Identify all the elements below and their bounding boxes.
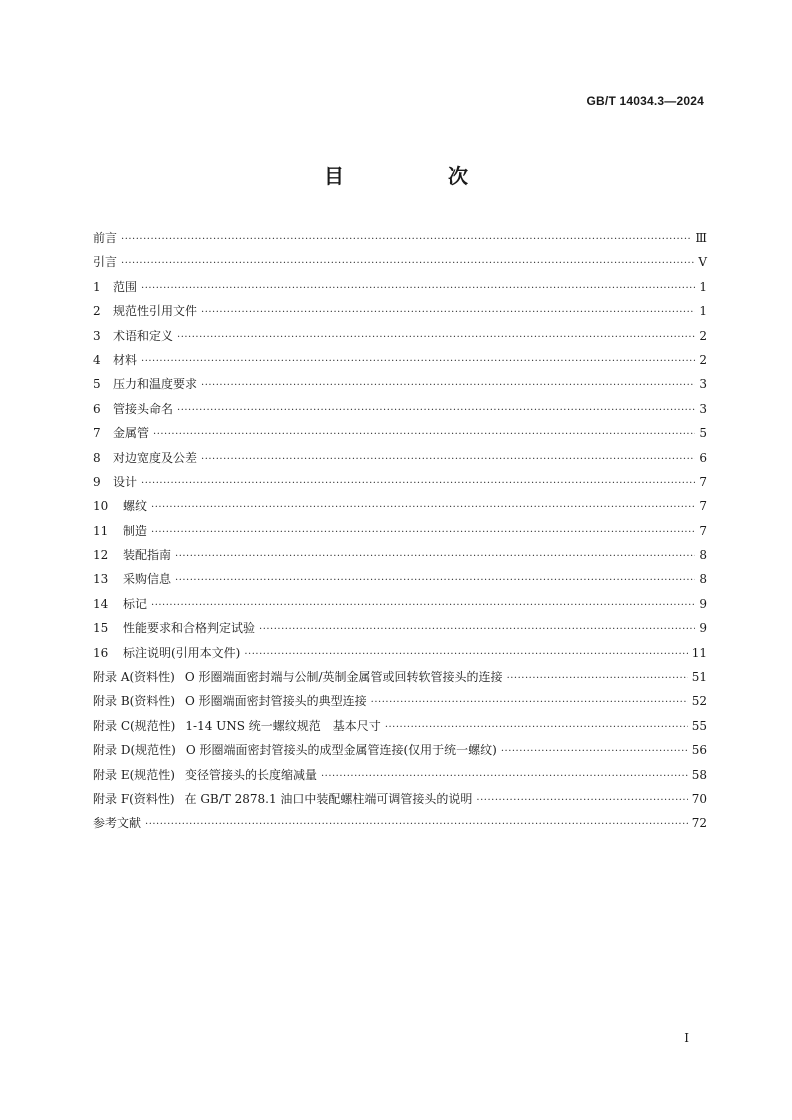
toc-entry-label: 范围: [113, 279, 138, 294]
toc-entry-label: O 形圈端面密封端与公制/英制金属管或回转软管接头的连接: [184, 670, 503, 685]
toc-entry-number: 13: [93, 572, 109, 587]
toc-entry-page: 3: [699, 377, 707, 392]
toc-entry[interactable]: [93, 494, 707, 518]
toc-entry-title: [93, 470, 137, 494]
toc-entry-page: Ⅲ: [695, 231, 707, 245]
toc-entry-number: 6: [93, 401, 101, 416]
toc-leader-dots: [153, 423, 695, 447]
toc-entry-title: [93, 592, 147, 616]
toc-entry-page: 51: [691, 670, 707, 685]
toc-entry-page: 72: [691, 816, 707, 831]
toc-entry-number: 8: [93, 450, 101, 465]
toc-entry-label: 性能要求和合格判定试验: [123, 621, 256, 636]
toc-entry-page: 8: [699, 548, 707, 563]
toc-entry-page: 7: [699, 474, 707, 489]
toc-entry-number: 1: [93, 279, 101, 294]
toc-entry-title: [93, 763, 317, 787]
toc-leader-dots: [385, 716, 688, 740]
toc-entry-number: 16: [93, 645, 109, 660]
page-number: I: [684, 1031, 689, 1045]
toc-entry[interactable]: [93, 665, 707, 689]
toc-leader-dots: [321, 765, 688, 789]
toc-leader-dots: [371, 691, 688, 715]
toc-entry-number: 3: [93, 328, 101, 343]
toc-entry-page: 3: [699, 401, 707, 416]
toc-entry-number: 4: [93, 352, 101, 367]
toc-entry-label: 变径管接头的长度缩减量: [184, 767, 317, 782]
toc-entry-annex-type: (规范性): [130, 743, 176, 758]
toc-leader-dots: [175, 545, 695, 569]
toc-entry-number: 9: [93, 474, 101, 489]
toc-entry-annex-type: (规范性): [130, 718, 176, 733]
toc-entry-number: 11: [93, 523, 109, 538]
toc-entry-title: [93, 689, 367, 713]
toc-entry-title: [93, 787, 472, 811]
toc-leader-dots: [177, 326, 695, 350]
toc-entry-label: 前言: [93, 231, 118, 245]
toc-entry-label: 材料: [113, 352, 138, 367]
toc-entry-title: [93, 446, 197, 470]
toc-leader-dots: [145, 813, 688, 837]
toc-entry[interactable]: [93, 714, 707, 738]
toc-leader-dots: [151, 594, 695, 618]
toc-leader-dots: [201, 374, 695, 398]
toc-entry[interactable]: [93, 763, 707, 787]
toc-entry[interactable]: [93, 226, 707, 250]
toc-entry-page: 9: [699, 621, 707, 636]
toc-leader-dots: [201, 448, 695, 472]
toc-entry-number: 5: [93, 377, 101, 392]
toc-entry-page: 55: [691, 718, 707, 733]
toc-entry[interactable]: [93, 470, 707, 494]
toc-leader-dots: [141, 472, 695, 496]
toc-entry-title: [93, 226, 117, 250]
toc-entry-page: 9: [699, 596, 707, 611]
toc-leader-dots: [201, 301, 695, 325]
toc-entry-number: 附录 C: [93, 718, 130, 733]
toc-entry-label: 装配指南: [123, 548, 172, 563]
toc-leader-dots: [141, 350, 695, 374]
toc-entry-number: 15: [93, 621, 109, 636]
toc-entry-label: 压力和温度要求: [113, 377, 198, 392]
toc-entry-number: 14: [93, 596, 109, 611]
toc-entry-label: 金属管: [113, 426, 150, 441]
toc-entry-annex-type: (资料性): [129, 670, 175, 685]
toc-entry[interactable]: [93, 324, 707, 348]
toc-entry-label: 术语和定义: [113, 328, 174, 343]
toc-entry-label: 管接头命名: [113, 401, 174, 416]
toc-leader-dots: [151, 521, 695, 545]
toc-entry-label: 1-14 UNS 统一螺纹规范 基本尺寸: [185, 718, 381, 733]
toc-entry-page: 52: [691, 694, 707, 709]
toc-leader-dots: [507, 667, 688, 691]
toc-entry-number: 7: [93, 426, 101, 441]
toc-entry[interactable]: [93, 299, 707, 323]
toc-entry-annex-type: (资料性): [129, 694, 176, 709]
toc-entry-title: [93, 519, 147, 543]
toc-entry-title: [93, 738, 497, 762]
toc-entry[interactable]: [93, 616, 707, 640]
toc-entry-page: 58: [691, 767, 707, 782]
toc-entry-page: 2: [699, 352, 707, 367]
toc-entry-number: 附录 F: [93, 791, 130, 806]
toc-entry[interactable]: [93, 787, 707, 811]
toc-entry-page: 7: [699, 523, 707, 538]
toc-entry[interactable]: [93, 250, 707, 274]
toc-entry-title: [93, 397, 173, 421]
toc-entry-label: 引言: [93, 255, 118, 270]
toc-entry[interactable]: [93, 567, 707, 591]
toc-leader-dots: [177, 399, 695, 423]
toc-entry-label: 标注说明(引用本文件): [123, 645, 241, 660]
toc-entry[interactable]: [93, 275, 707, 299]
toc-entry-title: [93, 421, 149, 445]
toc-entry-title: [93, 324, 173, 348]
toc-entry[interactable]: [93, 397, 707, 421]
toc-entry-page: 56: [691, 743, 707, 758]
standard-number: GB/T 14034.3—2024: [586, 94, 704, 108]
toc-entry-label: 制造: [123, 523, 148, 538]
toc-entry[interactable]: [93, 641, 707, 665]
toc-entry-label: 设计: [113, 474, 138, 489]
toc-leader-dots: [141, 277, 695, 301]
table-of-contents: [93, 226, 707, 836]
toc-entry-title: [93, 275, 137, 299]
toc-entry[interactable]: [93, 421, 707, 445]
toc-entry-number: 附录 E: [93, 767, 130, 782]
toc-entry-page: 2: [699, 328, 707, 343]
toc-entry-number: 12: [93, 548, 109, 563]
toc-entry[interactable]: [93, 811, 707, 835]
toc-entry-title: [93, 494, 147, 518]
toc-entry-title: [93, 665, 503, 689]
toc-entry[interactable]: [93, 372, 707, 396]
toc-entry-number: 10: [93, 499, 109, 514]
toc-entry-annex-type: (资料性): [129, 791, 175, 806]
toc-leader-dots: [476, 789, 687, 813]
toc-entry[interactable]: [93, 592, 707, 616]
toc-entry-page: 8: [699, 572, 707, 587]
toc-entry-page: 70: [691, 791, 707, 806]
toc-entry-title: [93, 299, 197, 323]
toc-entry-title: [93, 641, 240, 665]
toc-leader-dots: [259, 618, 695, 642]
toc-entry-page: 1: [699, 304, 707, 319]
toc-entry-title: [93, 372, 197, 396]
toc-entry[interactable]: [93, 543, 707, 567]
toc-entry-label: 标记: [123, 596, 148, 611]
toc-leader-dots: [501, 740, 688, 764]
toc-entry-label: 采购信息: [123, 572, 172, 587]
toc-leader-dots: [244, 643, 687, 667]
toc-leader-dots: [151, 496, 695, 520]
toc-entry-number: 附录 A: [93, 670, 130, 685]
toc-entry-page: 7: [699, 499, 707, 514]
toc-entry[interactable]: [93, 519, 707, 543]
toc-entry-page: 6: [699, 450, 707, 465]
toc-entry[interactable]: [93, 446, 707, 470]
toc-entry-number: 附录 D: [93, 743, 131, 758]
toc-entry-number: 2: [93, 304, 101, 319]
toc-entry-title: [93, 714, 381, 738]
toc-entry-page: 1: [699, 279, 707, 294]
page-title: 目 次: [324, 164, 510, 188]
toc-entry-number: 附录 B: [93, 694, 130, 709]
toc-entry-label: O 形圈端面密封管接头的典型连接: [185, 694, 367, 709]
toc-entry-title: [93, 250, 117, 274]
toc-leader-dots: [175, 569, 695, 593]
toc-leader-dots: [121, 228, 691, 252]
toc-entry-title: [93, 616, 255, 640]
toc-entry-label: 在 GB/T 2878.1 油口中装配螺柱端可调管接头的说明: [184, 791, 473, 806]
toc-entry-title: [93, 811, 141, 835]
toc-entry[interactable]: [93, 689, 707, 713]
toc-entry-label: 规范性引用文件: [113, 304, 198, 319]
toc-entry-page: 11: [691, 645, 707, 660]
toc-entry[interactable]: [93, 348, 707, 372]
toc-entry-annex-type: (规范性): [129, 767, 175, 782]
toc-entry-label: 对边宽度及公差: [113, 450, 198, 465]
toc-entry-title: [93, 567, 171, 591]
toc-entry-page: 5: [699, 426, 707, 441]
toc-entry-title: [93, 543, 171, 567]
toc-entry[interactable]: [93, 738, 707, 762]
toc-entry-label: O 形圈端面密封管接头的成型金属管连接(仅用于统一螺纹): [185, 743, 497, 758]
toc-entry-label: 螺纹: [123, 499, 148, 514]
toc-leader-dots: [121, 252, 694, 276]
toc-entry-label: 参考文献: [93, 816, 142, 831]
toc-entry-page: Ⅴ: [698, 255, 707, 270]
toc-entry-title: [93, 348, 137, 372]
